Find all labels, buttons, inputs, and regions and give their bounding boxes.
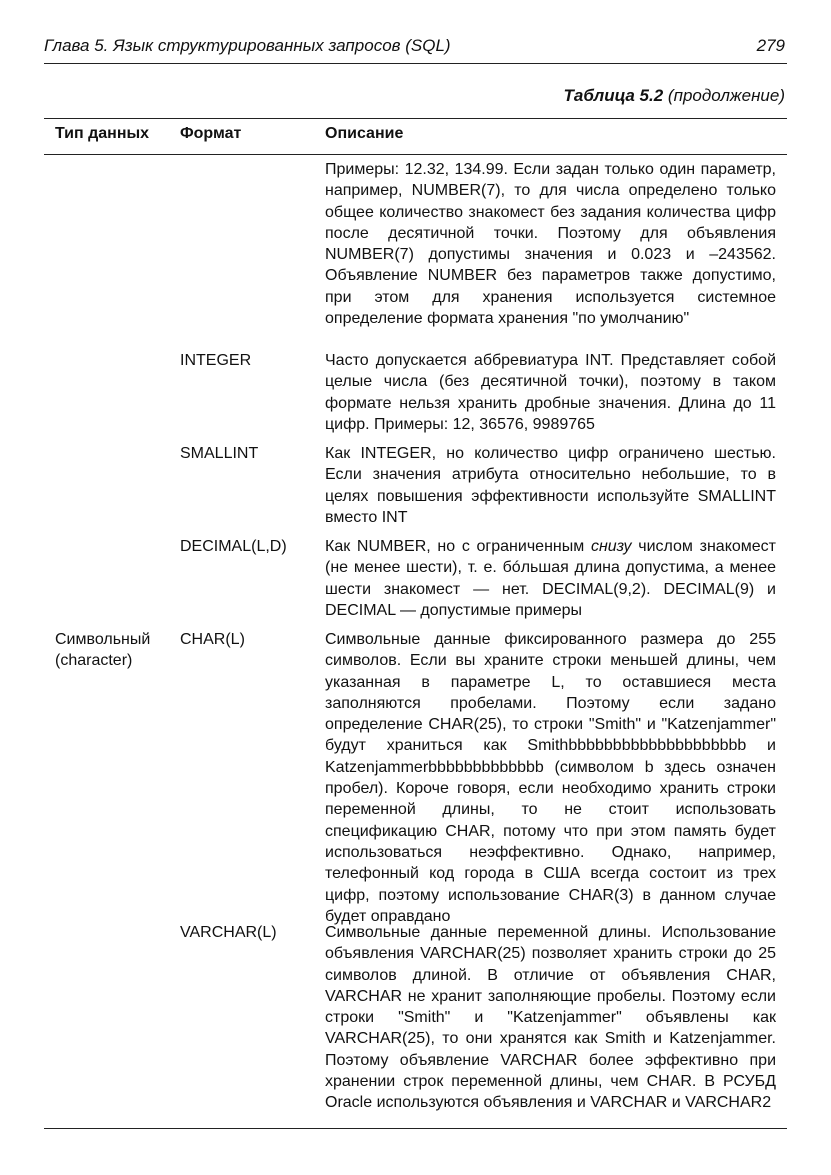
cell-description — [325, 350, 776, 435]
desc-text: Символьные данные переменной длины. Использование объявления VARCHAR(25) позволяет хранить строки до 25 символов длиной. В отличие от объявления CHAR, VARCHAR не хранит заполняющие пробелы. Поэтому если строки "Smith" и "Katzenjammer" объявлены как VARCHAR(25), то они хранятся как Smith и Katzenjammer. Поэтому объявление VARCHAR более эффективно при хранении строк переменной длины, чем CHAR. В РСУБД Oracle используются объявления и VARCHAR и VARCHAR2 — [325, 924, 777, 1112]
desc-text-after: числом знакомест (не менее шести), т. е. бóльшая длина допустима, а менее шести знакомест — нет. DECIMAL(9,2). DECIMAL(9) и DECIMAL — допустимые примеры — [325, 538, 777, 619]
table-top-rule — [44, 118, 787, 119]
desc-text: Примеры: 12.32, 134.99. Если задан только один параметр, например, NUMBER(7), то для числа определено только общее количество знакомест без задания количества цифр после десятичной точки. Поэтому для объявления NUMBER(7) допустимы значения и 0.023 и –243562. Объявление NUMBER без параметров также допустимо, при этом для хранения используется системное определение формата хранения "по умолчанию" — [325, 161, 776, 328]
column-header-description: Описание — [325, 125, 404, 142]
cell-format: VARCHAR(L) — [180, 924, 277, 941]
running-header — [44, 36, 787, 64]
header-rule — [44, 63, 787, 64]
table-caption — [564, 86, 785, 106]
cell-format: SMALLINT — [180, 445, 259, 462]
chapter-title: Глава 5. Язык структурированных запросов (SQL) — [44, 36, 451, 55]
table-bottom-rule — [44, 1128, 787, 1129]
desc-emphasis: снизу — [590, 538, 632, 555]
desc-text: Символьные данные фиксированного размера до 255 символов. Если вы храните строки меньшей длины, чем указанная в параметре L, то оставшиеся места заполняются пробелами. Поэтому если задано определение CHAR(25), то строки "Smith" и "Katzenjammer" будут храниться как Smithbbbbbbbbbbbbbbbbbbbb и Katzenjammerbbbbbbbbbbbbb (символом b здесь означен пробел). Короче говоря, если необходимо хранить строки переменной длины, то не стоит использовать спецификацию CHAR, потому что при этом память будет использоваться неэффективно. Однако, например, телефонный код города в США всегда состоит из трех цифр, поэтому использование CHAR(3) в данном случае будет оправдано — [325, 631, 776, 925]
cell-format: CHAR(L) — [180, 631, 245, 648]
cell-description — [325, 443, 776, 528]
table-caption-label: Таблица 5.2 — [563, 86, 664, 105]
cell-description — [325, 922, 776, 1114]
column-header-format: Формат — [180, 125, 242, 142]
table-header-rule — [44, 154, 787, 155]
column-header-type: Тип данных — [55, 125, 150, 142]
cell-type: Символьный (character) — [55, 631, 151, 670]
cell-description — [325, 536, 776, 621]
desc-text: Часто допускается аббревиатура INT. Представляет собой целые числа (без десятичной точки), поэтому в таком формате нельзя хранить дробные значения. Длина до 11 цифр. Примеры: 12, 36576, 9989765 — [325, 352, 776, 433]
cell-format: INTEGER — [180, 352, 252, 369]
cell-description — [325, 159, 776, 329]
desc-text: Как INTEGER, но количество цифр ограничено шестью. Если значения атрибута относительно небольшие, то в целях повышения эффективности используйте SMALLINT вместо INT — [325, 445, 776, 526]
page-number: 279 — [756, 36, 785, 55]
cell-description — [325, 629, 776, 927]
cell-format: DECIMAL(L,D) — [180, 538, 287, 555]
desc-text: Как NUMBER, но с ограниченным — [325, 538, 591, 555]
table-caption-note: (продолжение) — [667, 86, 785, 105]
